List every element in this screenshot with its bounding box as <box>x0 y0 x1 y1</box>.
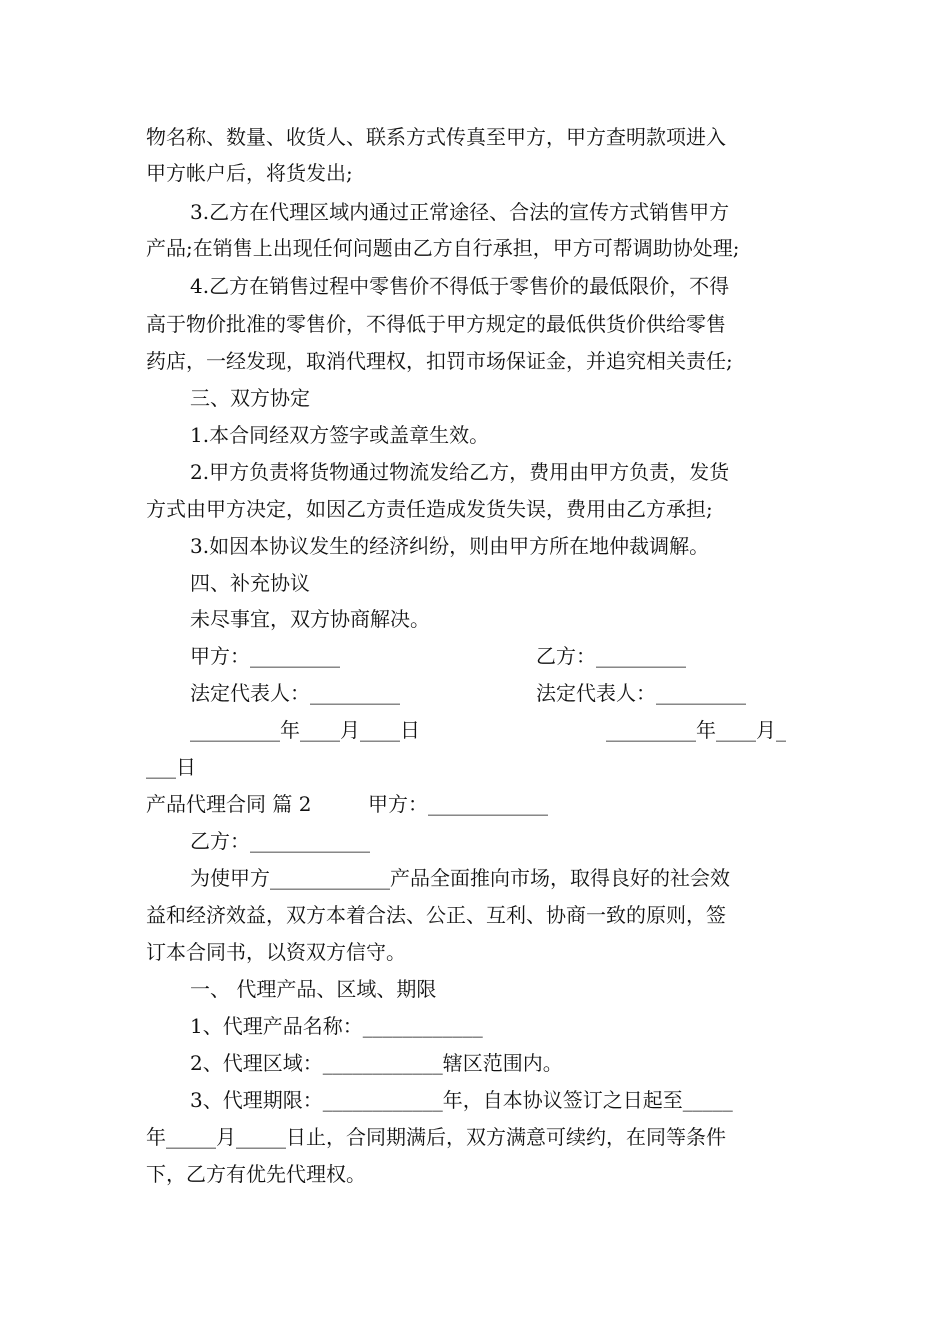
contract-2-party-b: 乙方：____________ <box>190 829 370 853</box>
paragraph-line: 3.如因本协议发生的经济纠纷，则由甲方所在地仲裁调解。 <box>190 534 710 558</box>
paragraph-line: 药店，一经发现，取消代理权，扣罚市场保证金，并追究相关责任; <box>146 349 733 373</box>
party-b-representative: 法定代表人：_________ <box>536 681 746 705</box>
text: 物名称、数量、收货人、联系方式传真至甲方，甲方查明款项进入 <box>146 125 726 149</box>
paragraph-line: 1、代理产品名称：____________ <box>190 1014 483 1038</box>
paragraph-line: 4.乙方在销售过程中零售价不得低于零售价的最低限价，不得 <box>190 274 730 298</box>
paragraph-line: 未尽事宜，双方协商解决。 <box>190 607 430 631</box>
party-a-signature: 甲方：_________ <box>190 644 340 668</box>
party-b-date-continued: ___日 <box>146 755 196 779</box>
party-b-date: _________年____月_ <box>606 718 786 742</box>
party-a-representative: 法定代表人：_________ <box>190 681 400 705</box>
paragraph-line: 益和经济效益，双方本着合法、公正、互利、协商一致的原则，签 <box>146 903 726 927</box>
section-heading: 三、双方协定 <box>190 386 310 410</box>
paragraph-line: 1.本合同经双方签字或盖章生效。 <box>190 423 490 447</box>
paragraph-line: 3、代理期限：____________年，自本协议签订之日起至_____ <box>190 1088 733 1112</box>
contract-2-party-a: 甲方：____________ <box>368 792 548 816</box>
paragraph-line: 2.甲方负责将货物通过物流发给乙方，费用由甲方负责，发货 <box>190 460 730 484</box>
paragraph-line: 2、代理区域：____________辖区范围内。 <box>190 1051 563 1075</box>
section-heading: 四、补充协议 <box>190 571 310 595</box>
paragraph-line: 年_____月_____日止，合同期满后，双方满意可续约，在同等条件 <box>146 1125 726 1149</box>
paragraph-line: 为使甲方____________产品全面推向市场，取得良好的社会效 <box>190 866 730 890</box>
paragraph-line: 甲方帐户后，将货发出; <box>146 161 353 185</box>
party-b-signature: 乙方：_________ <box>536 644 686 668</box>
section-heading: 一、 代理产品、区域、期限 <box>190 977 437 1001</box>
paragraph-line <box>146 123 805 151</box>
paragraph-line: 下，乙方有优先代理权。 <box>146 1162 366 1186</box>
paragraph-line: 3.乙方在代理区域内通过正常途径、合法的宣传方式销售甲方 <box>190 200 730 224</box>
paragraph-line: 方式由甲方决定，如因乙方责任造成发货失误，费用由乙方承担; <box>146 497 713 521</box>
paragraph-line: 高于物价批准的零售价，不得低于甲方规定的最低供货价供给零售 <box>146 312 726 336</box>
paragraph-line: 订本合同书，以资双方信守。 <box>146 940 406 964</box>
paragraph-line: 产品;在销售上出现任何问题由乙方自行承担，甲方可帮调助协处理; <box>146 236 740 260</box>
contract-2-title: 产品代理合同 篇 2 <box>146 792 312 816</box>
party-a-date: _________年____月____日 <box>190 718 420 742</box>
